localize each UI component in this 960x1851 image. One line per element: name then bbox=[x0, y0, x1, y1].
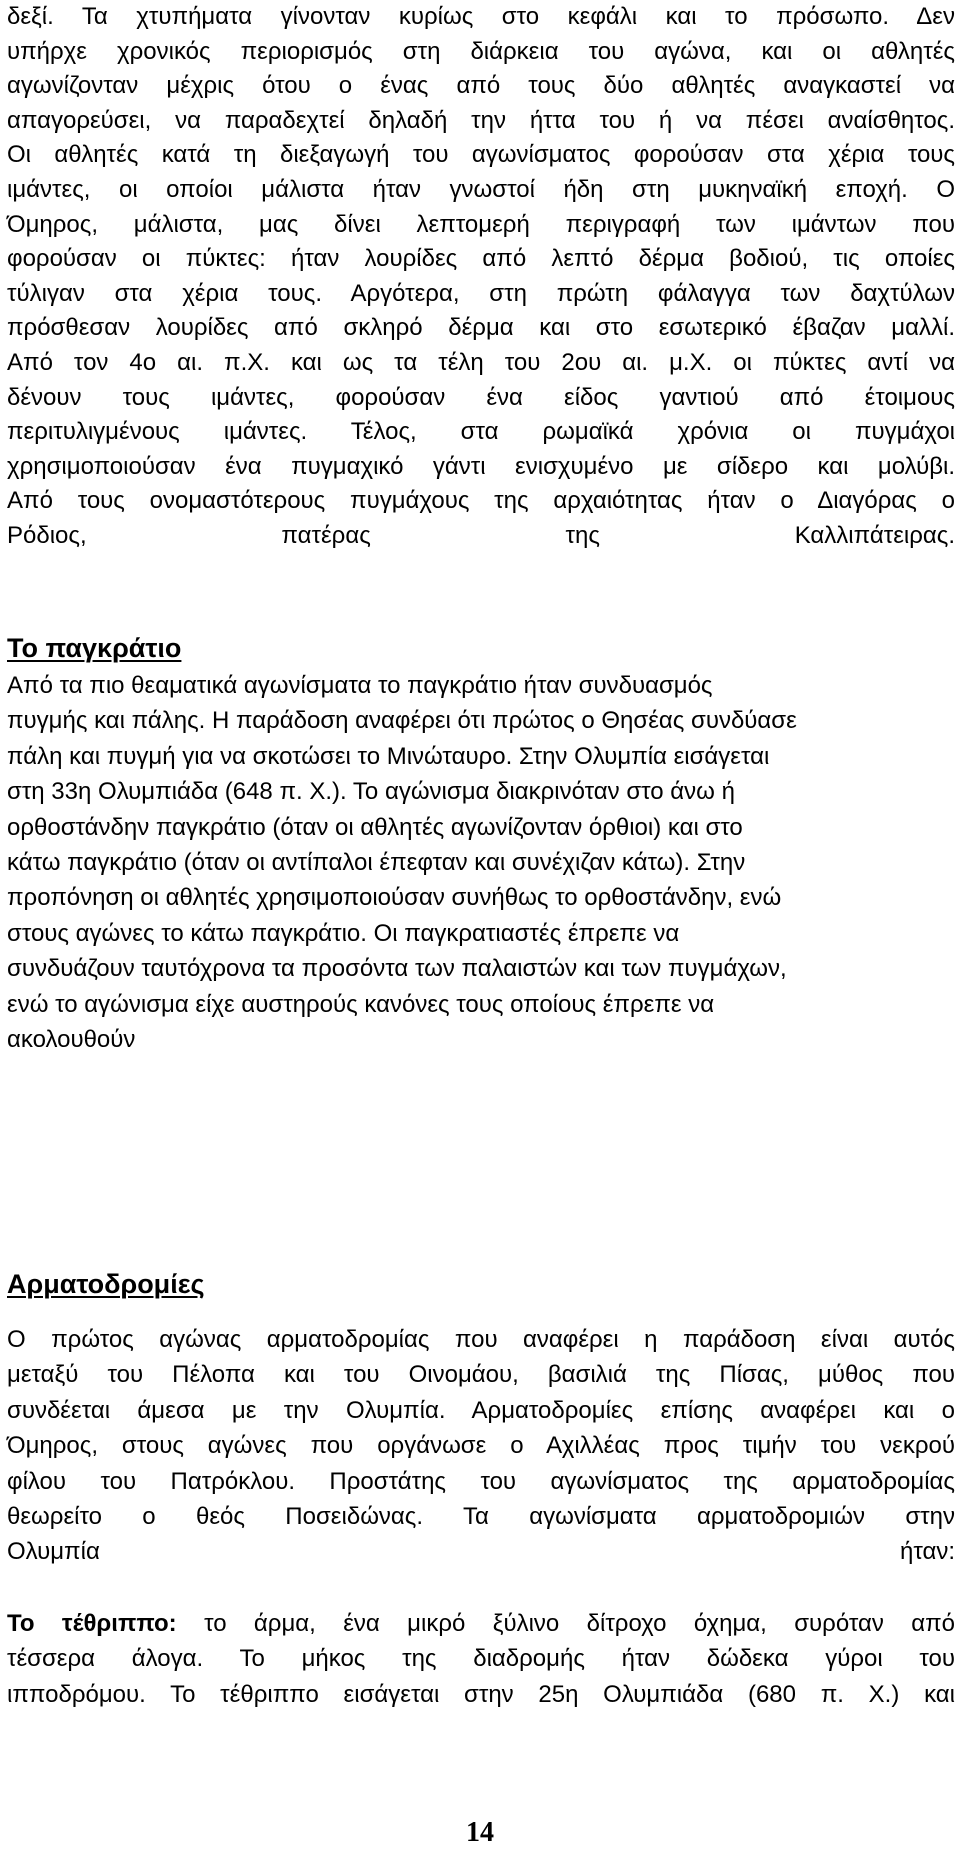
text-fragment: το άρμα, ένα μικρό ξύλινο δίτροχο όχημα, συρόταν από bbox=[176, 1610, 955, 1637]
text-line: απαγορεύσει, να παραδεχτεί δηλαδή την ήττα του ή να πέσει αναίσθητος. bbox=[7, 106, 955, 134]
page-number: 14 bbox=[466, 1817, 494, 1848]
text-line: Από τον 4ο αι. π.Χ. και ως τα τέλη του 2ου αι. μ.Χ. οι πύκτες αντί να bbox=[7, 348, 955, 376]
text-line: δένουν τους ιμάντες, φορούσαν ένα είδος γαντιού από έτοιμους bbox=[7, 383, 955, 411]
pankration-heading: Το παγκράτιο bbox=[7, 633, 182, 663]
text-line: συνδέεται άμεσα με την Ολυμπία. Αρματοδρομίες επίσης αναφέρει και ο bbox=[7, 1396, 955, 1424]
text-line: στους αγώνες το κάτω παγκράτιο. Οι παγκρατιαστές έπρεπε να bbox=[7, 919, 680, 947]
boxing-paragraph bbox=[7, 0, 955, 554]
text-line: υπήρχε χρονικός περιορισμός στη διάρκεια του αγώνα, και οι αθλητές bbox=[7, 37, 955, 65]
chariot-racing-heading: Αρματοδρομίες bbox=[7, 1269, 205, 1299]
text-line: πυγμής και πάλης. Η παράδοση αναφέρει ότι πρώτος ο Θησέας συνδύασε bbox=[7, 707, 797, 735]
text-line: φορούσαν οι πύκτες: ήταν λουρίδες από λεπτό δέρμα βοδιού, τις οποίες bbox=[7, 245, 955, 273]
text-line: τύλιγαν στα χέρια τους. Αργότερα, στη πρώτη φάλαγγα των δαχτύλων bbox=[7, 279, 955, 307]
term-tethrippo: Το τέθριππο: bbox=[7, 1610, 177, 1637]
text-line: πρόσθεσαν λουρίδες από σκληρό δέρμα και στο εσωτερικό έβαζαν μαλλί. bbox=[7, 314, 955, 342]
text-line: Ο πρώτος αγώνας αρματοδρομίας που αναφέρει η παράδοση είναι αυτός bbox=[7, 1326, 955, 1353]
text-line: φίλου του Πατρόκλου. Προστάτης του αγωνίσματος της αρματοδρομίας bbox=[7, 1467, 955, 1495]
text-line: Ρόδιος, πατέρας της Καλλιπάτειρας. bbox=[7, 521, 955, 549]
text-line: Όμηρος, μάλιστα, μας δίνει λεπτομερή περιγραφή των ιμάντων που bbox=[7, 210, 955, 238]
text-line: Από τους ονομαστότερους πυγμάχους της αρχαιότητας ήταν ο Διαγόρας ο bbox=[7, 487, 955, 515]
text-line: δεξί. Τα χτυπήματα γίνονταν κυρίως στο κεφάλι και το πρόσωπο. Δεν bbox=[7, 3, 955, 30]
text-line: Όμηρος, στους αγώνες που οργάνωσε ο Αχιλλέας προς τιμήν του νεκρού bbox=[7, 1432, 955, 1460]
text-line: ενώ το αγώνισμα είχε αυστηρούς κανόνες τους οποίους έπρεπε να bbox=[7, 990, 715, 1018]
text-line: συνδυάζουν ταυτόχρονα τα προσόντα των παλαιστών και των πυγμάχων, bbox=[7, 955, 787, 983]
chariot-racing-paragraph bbox=[7, 1322, 955, 1570]
text-line: μεταξύ του Πέλοπα και του Οινομάου, βασιλιά της Πίσας, μύθος που bbox=[7, 1361, 955, 1389]
text-line: ακολουθούν bbox=[7, 1026, 136, 1054]
text-line: Οι αθλητές κατά τη διεξαγωγή του αγωνίσματος φορούσαν στα χέρια τους bbox=[7, 141, 955, 169]
text-line: ιμάντες, οι οποίοι μάλιστα ήταν γνωστοί ήδη στη μυκηναϊκή εποχή. Ο bbox=[7, 175, 955, 203]
text-line: στη 33η Ολυμπιάδα (648 π. Χ.). Το αγώνισμα διακρινόταν στο άνω ή bbox=[7, 778, 735, 806]
text-line: περιτυλιγμένους ιμάντες. Τέλος, στα ρωμαϊκά χρόνια οι πυγμάχοι bbox=[7, 418, 955, 446]
text-line: Από τα πιο θεαματικά αγωνίσματα το παγκράτιο ήταν συνδυασμός bbox=[7, 672, 713, 699]
text-line: ιπποδρόμου. Το τέθριππο εισάγεται στην 25η Ολυμπιάδα (680 π. Χ.) και bbox=[7, 1680, 955, 1708]
text-line: πάλη και πυγμή για να σκοτώσει το Μινώταυρο. Στην Ολυμπία εισάγεται bbox=[7, 742, 770, 770]
text-line: χρησιμοποιούσαν ένα πυγμαχικό γάντι ενισχυμένο με σίδερο και μολύβι. bbox=[7, 452, 955, 480]
text-line: κάτω παγκράτιο (όταν οι αντίπαλοι έπεφταν και συνέχιζαν κάτω). Στην bbox=[7, 849, 746, 877]
pankration-paragraph bbox=[7, 668, 955, 1057]
text-line: τέσσερα άλογα. Το μήκος της διαδρομής ήταν δώδεκα γύροι του bbox=[7, 1645, 955, 1673]
text-line: ορθοστάνδην παγκράτιο (όταν οι αθλητές αγωνίζονταν όρθιοι) και στο bbox=[7, 813, 743, 841]
text-line bbox=[7, 1606, 955, 1641]
text-line: προπόνηση οι αθλητές χρησιμοποιούσαν συνήθως το ορθοστάνδην, ενώ bbox=[7, 884, 782, 912]
tethrippo-paragraph bbox=[7, 1606, 955, 1712]
document-page bbox=[7, 0, 955, 1851]
text-line: θεωρείτο ο θεός Ποσειδώνας. Τα αγωνίσματα αρματοδρομιών στην bbox=[7, 1503, 955, 1531]
text-line: αγωνίζονταν μέχρις ότου ο ένας από τους δύο αθλητές αναγκαστεί να bbox=[7, 72, 955, 100]
text-line: Ολυμπία ήταν: bbox=[7, 1538, 955, 1566]
